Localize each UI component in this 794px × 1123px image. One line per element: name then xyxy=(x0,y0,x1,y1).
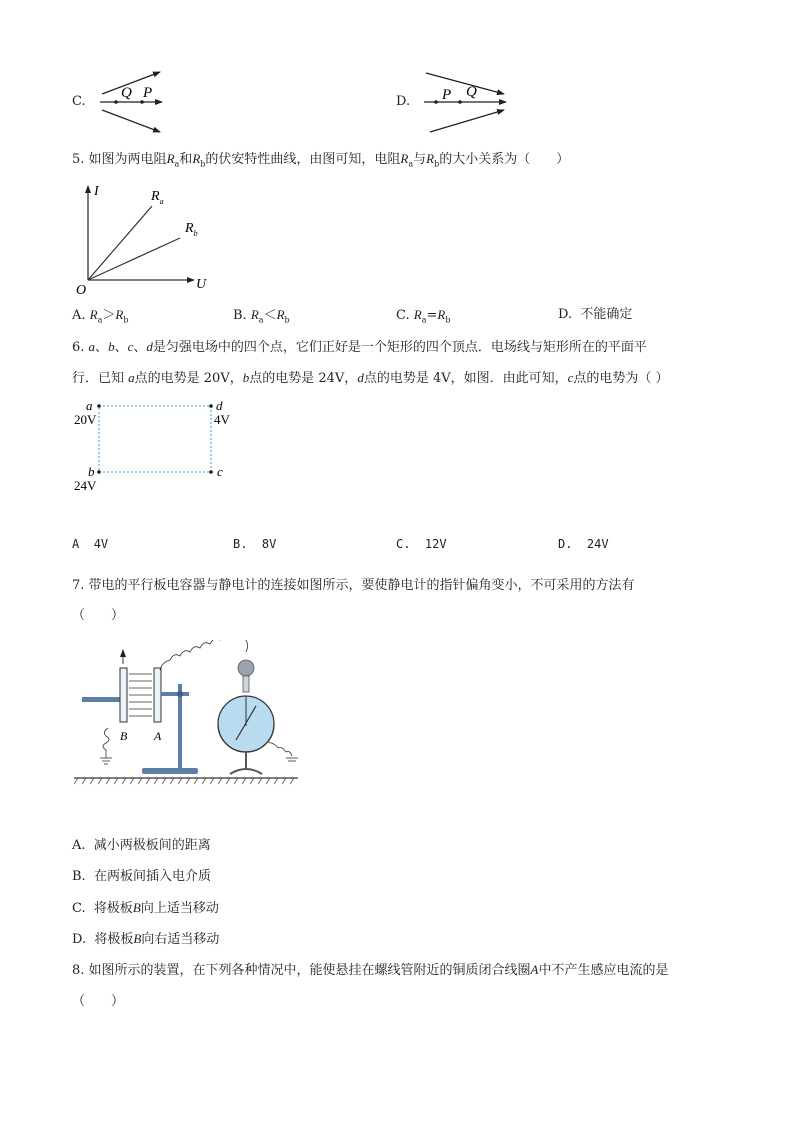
q5-line-ra xyxy=(88,206,152,280)
q4-option-d-label: D. xyxy=(396,94,411,109)
q7-option-c[interactable]: C. 将极板B向上适当移动 xyxy=(72,900,219,916)
q7-question-line2: （ ） xyxy=(72,608,125,623)
q6-option-a[interactable]: A 4V xyxy=(72,537,109,551)
q6-potential-d: 4V xyxy=(214,412,230,427)
q5-axis-i: I xyxy=(94,184,99,199)
q8-question-line2: （ ） xyxy=(72,994,125,1009)
q6-option-d[interactable]: D. 24V xyxy=(558,537,609,551)
q6-point-d: d xyxy=(216,398,223,413)
q4-option-c-figure xyxy=(96,64,176,136)
q5-option-d[interactable]: D. 不能确定 xyxy=(558,307,633,322)
q7-option-a[interactable]: A. 减小两极板间的距离 xyxy=(72,838,211,853)
q6-option-b[interactable]: B. 8V xyxy=(233,537,277,551)
q4-option-c-label: C. xyxy=(72,94,86,109)
q6-potential-b: 24V xyxy=(74,478,97,493)
q7-plate-a-label: A xyxy=(154,729,162,743)
q6-question-line1: 6. a、b、c、d是匀强电场中的四个点，它们正好是一个矩形的四个顶点．电场线与矩形所在的平面平 xyxy=(72,339,647,355)
q5-line-rb xyxy=(88,238,180,280)
q7-plate-b-label: B xyxy=(120,729,128,743)
q4-c-point-p: P xyxy=(143,85,153,101)
q6-point-a: a xyxy=(86,398,93,413)
q6-point-c: c xyxy=(217,464,223,479)
q4-option-d-figure xyxy=(420,64,520,136)
q5-label-ra: $R_a$ xyxy=(151,189,164,206)
q7-question-line1: 7. 带电的平行板电容器与静电计的连接如图所示，要使静电计的指针偏角变小，不可采用的方法有 xyxy=(72,578,635,593)
q7-option-d[interactable]: D. 将极板B向右适当移动 xyxy=(72,931,220,947)
q6-question-line2: 行．已知 a点的电势是 20V，b点的电势是 24V，d点的电势是 4V，如图．由此可知，c点的电势为（ ） xyxy=(72,370,669,386)
q6-potential-a: 20V xyxy=(74,412,97,427)
q4-d-point-p: P xyxy=(442,87,452,103)
q5-option-c[interactable]: C. $R_a=R_b$ xyxy=(396,307,451,325)
q5-option-b[interactable]: B. $R_a<R_b$ xyxy=(233,307,290,325)
q4-c-point-q: Q xyxy=(121,85,132,101)
q5-iv-graph xyxy=(72,180,222,300)
q5-label-rb: $R_b$ xyxy=(185,221,198,238)
q5-origin: O xyxy=(76,283,87,298)
q5-axis-u: U xyxy=(196,277,207,292)
q6-point-b: b xyxy=(88,464,95,479)
q5-option-a[interactable]: A. $R_a>R_b$ xyxy=(72,307,129,325)
q5-question: 5. 如图为两电阻$R_a$和$R_b$的伏安特性曲线，由图可知，电阻$R_a$与$R_b$的大小关系为（ ） xyxy=(72,151,570,169)
q7-capacitor-electrometer-figure xyxy=(72,640,302,788)
q6-rectangle-figure xyxy=(70,396,240,496)
q7-option-b[interactable]: B. 在两板间插入电介质 xyxy=(72,869,211,884)
q8-question-line1: 8. 如图所示的装置，在下列各种情况中，能使悬挂在螺线管附近的铜质闭合线圈A中不产生感应电流的是 xyxy=(72,962,669,978)
q4-d-point-q: Q xyxy=(466,84,477,100)
q6-option-c[interactable]: C. 12V xyxy=(396,537,447,551)
